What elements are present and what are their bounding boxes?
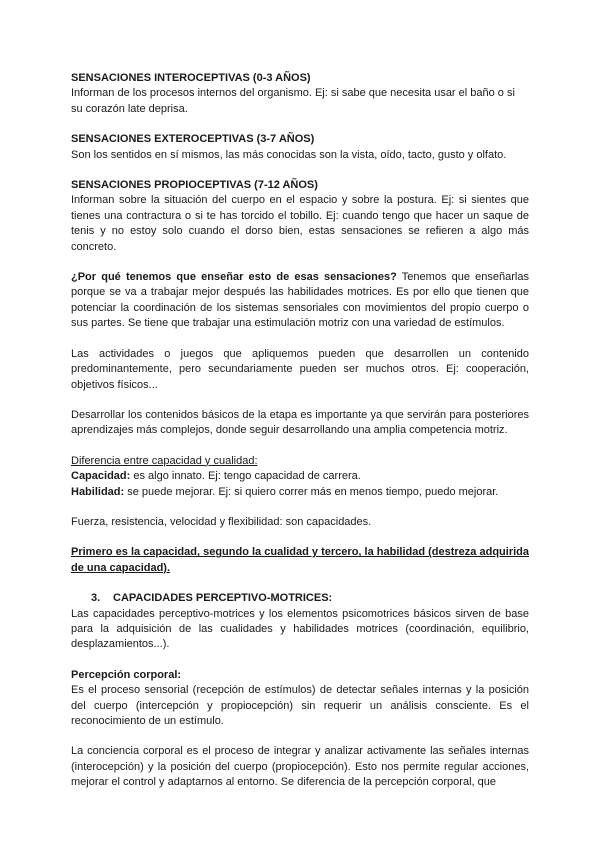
order-paragraph	[71, 545, 529, 576]
capacidad-label: Capacidad:	[71, 470, 131, 483]
forces-paragraph	[71, 515, 529, 530]
section-title: SENSACIONES INTEROCEPTIVAS (0-3 AÑOS)	[71, 72, 311, 84]
section-title: SENSACIONES PROPIOCEPTIVAS (7-12 AÑOS)	[71, 179, 318, 192]
percepcion-body: Es el proceso sensorial (recepción de estímulos) de detectar señales internas y la posición del cuerpo (intercepción y propiocepción) sin requerir un análisis consciente. Es el reconocimiento de un estímulo.	[71, 684, 529, 727]
section-body: Informan sobre la situación del cuerpo en el espacio y sobre la postura. Ej: si sientes que tienes una contractura o si te has torcido el tobillo. Ej: cuando tengo que hacer un saque de tenis y no estoy solo cuando el dorso bien, estas sensaciones se refieren a algo más concreto.	[71, 194, 529, 253]
habilidad-line	[71, 485, 529, 500]
habilidad-label: Habilidad:	[71, 485, 125, 498]
activities-text: Las actividades o juegos que apliquemos pueden que desarrollen un contenido predominantemente, pero secundariamente pueden ser muchos otros. Ej: cooperación, objetivos físicos...	[71, 347, 529, 391]
habilidad-text: se puede mejorar. Ej: si quiero correr más en menos tiempo, puedo mejorar.	[124, 485, 499, 498]
conciencia-paragraph	[71, 744, 529, 790]
section-3-number: 3.	[91, 592, 101, 605]
capacidad-line	[71, 469, 529, 484]
section-exteroceptivas	[71, 132, 529, 163]
activities-paragraph	[71, 347, 529, 393]
capacidad-text: es algo innato. Ej: tengo capacidad de carrera.	[130, 470, 361, 483]
section-3-heading	[71, 591, 529, 606]
section-3-body: Las capacidades perceptivo-motrices y los elementos psicomotrices básicos sirven de base para la adquisición de las cualidades y habilidades motrices (coordinación, equilibrio, desplazamientos...).	[71, 607, 529, 651]
why-question: ¿Por qué tenemos que enseñar esto de esas sensaciones?	[71, 271, 397, 284]
section-body: Son los sentidos en sí mismos, las más conocidas son la vista, oído, tacto, gusto y olfato.	[71, 148, 507, 161]
section-3	[71, 591, 529, 653]
section-propioceptivas	[71, 178, 529, 255]
why-answer: Tenemos que enseñarlas porque se va a trabajar mejor después las habilidades motrices. Es por ello que tienen que potenciar la coordinación de los sistemas sensoriales con movimientos del propio cuerpo o sus partes. Se tiene que trabajar una estimulación motriz con una variedad de estímulos.	[71, 271, 529, 330]
difference-heading: Diferencia entre capacidad y cualidad:	[71, 454, 258, 467]
contents-text: Desarrollar los contenidos básicos de la etapa es importante ya que servirán para posteriores aprendizajes más complejos, donde seguir desarrollando una amplia competencia motriz.	[71, 408, 529, 437]
difference-block	[71, 454, 529, 500]
order-text: Primero es la capacidad, segundo la cualidad y tercero, la habilidad (destreza adquirida de una capacidad).	[71, 546, 529, 574]
section-body: Informan de los procesos internos del organismo. Ej: si sabe que necesita usar el baño o si su corazón late deprisa.	[71, 87, 515, 115]
contents-paragraph	[71, 408, 529, 439]
section-title: SENSACIONES EXTEROCEPTIVAS (3-7 AÑOS)	[71, 133, 315, 146]
percepcion-title: Percepción corporal:	[71, 668, 182, 681]
conciencia-text: La conciencia corporal es el proceso de integrar y analizar activamente las señales internas (interocepción) y la posición del cuerpo (propiocepción). Esto nos permite regular acciones, mejorar el control y adaptarnos al entorno. Se diferencia de la percepción corporal, que	[71, 745, 529, 789]
section-interoceptivas	[71, 71, 529, 117]
section-3-title: CAPACIDADES PERCEPTIVO-MOTRICES:	[113, 592, 333, 605]
percepcion-block	[71, 668, 529, 730]
forces-text: Fuerza, resistencia, velocidad y flexibilidad: son capacidades.	[71, 515, 372, 528]
why-paragraph	[71, 270, 529, 332]
